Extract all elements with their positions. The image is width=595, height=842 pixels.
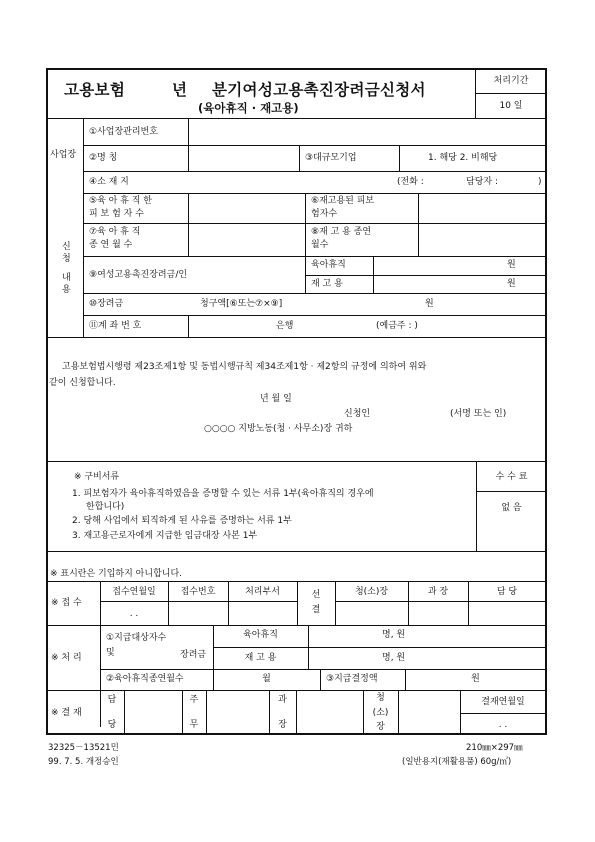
field6-label-1: ⑥재고용된 피보 [311,196,375,206]
processing-label: ※ 처 리 [51,653,82,663]
row-divider [47,551,546,552]
apply-section-label-1: 신 [62,242,71,252]
doc-item-1a: 1. 피보험자가 육아휴직하였음을 증명할 수 있는 서류 1부(육아휴직의 경우에 [72,489,374,499]
doc-item-1b: 한합니다) [86,502,125,512]
field9-rehire-won: 원 [507,279,516,289]
approval-date-dots: . . [498,720,508,730]
proc-rehire-values: 명, 원 [382,653,406,663]
field10-calc: 청구액[⑥또는⑦×⑨] [200,299,283,309]
col-divider [188,193,189,256]
row-divider [83,315,546,316]
large-enterprise-label: ③대규모기업 [305,153,357,163]
row-divider [83,256,546,257]
proc-parental-label: 육아휴직 [243,630,278,640]
col-divider [320,669,321,690]
declaration-line-1: 고용보험법시행령 제23조제1항 및 동법시행규칙 제34조제1항 · 제2항의 규정에 의하여 위와 [62,362,427,372]
months-unit: 월 [262,674,271,684]
col-divider [418,193,419,256]
row-divider [83,193,546,194]
docs-title: ※ 구비서류 [74,472,120,482]
dept-label: 처리부서 [245,587,280,597]
col-divider [305,193,306,293]
form-title-main: 분기여성고용촉진장려금신청서 [212,81,426,99]
months-field-label: ②육아휴직종연월수 [106,674,184,684]
proc-rehire-label: 재 고 용 [244,653,277,663]
approval-officer-1: 주 [189,695,199,705]
business-name-label: ②명 칭 [89,153,118,163]
route-label-1: 선 [311,590,321,600]
approval-section-2: 장 [278,720,287,730]
chief-label: 청(소)장 [354,587,389,597]
proc-divider [475,93,546,94]
row-divider [460,713,546,714]
form-title-insurance: 고용보험 [64,81,126,99]
large-enterprise-options[interactable]: 1. 해당 2. 비해당 [428,153,498,163]
apply-section-label-4: 용 [62,285,71,295]
col-divider [373,256,374,293]
col-divider [188,315,189,337]
field7-label-2: 종 연 월 수 [89,240,133,250]
row-divider [213,647,546,648]
approval-label: ※ 결 재 [51,708,82,718]
approval-revision: 99. 7. 5. 개정승인 [48,757,119,767]
staff-label: 담 당 [496,587,518,597]
form-title-year: 년 [172,81,188,99]
addressee: ○○○○ 지방노동(청 · 사무소)장 귀하 [204,424,353,434]
declaration-line-2: 같이 신청합니다. [49,378,116,388]
col-divider [297,581,298,625]
paper-size: 210㎜×297㎜ [466,743,523,753]
declaration-date: 년 월 일 [260,394,292,404]
label-col-divider [83,118,84,337]
business-mgmt-no-label: ①사업장관리번호 [89,127,158,137]
reception-date-dots: . . [129,609,139,619]
col-divider [399,145,400,171]
processing-period-value: 10 일 [499,101,523,111]
apply-section-label-3: 내 [62,273,71,283]
proc-parental-values: 명, 원 [382,630,406,640]
route-label-2: 결 [311,605,321,615]
business-manager-label: 담당자 : [466,177,498,187]
field10-won: 원 [425,299,434,309]
approval-staff-2: 당 [107,720,117,730]
field9-parental-label: 육아휴직 [311,260,346,270]
pay-count-label-2: 및 [106,648,115,658]
row-divider [47,118,546,119]
doc-item-2: 2. 당해 사업에서 퇴직하게 된 사유를 증명하는 서류 1부 [72,516,292,526]
col-divider [398,690,399,735]
field9-label: ⑨여성고용촉진장려금/인 [89,270,188,280]
fee-label: 수 수 료 [495,472,528,482]
approval-officer-2: 무 [189,720,199,730]
row-divider [83,293,546,294]
business-phone-label: (전화 : [397,177,424,187]
business-section-label: 사업장 [50,150,77,160]
reception-no-label: 접수번호 [180,587,216,597]
paper-type: (일반용지(재활용품) 60g/㎡) [402,757,512,767]
form-subtitle: (육아휴직 · 재고용) [198,101,299,115]
row-divider [100,601,297,602]
approval-date-label: 결재연월일 [481,697,525,707]
approval-staff-1: 담 [107,695,117,705]
processing-period-label: 처리기간 [493,76,529,86]
business-address-label: ④소 재 지 [89,177,129,187]
row-divider [83,145,546,146]
approval-chief-1: 청 [376,693,385,703]
row-divider [305,275,546,276]
approval-section-1: 과 [278,695,287,705]
signature-label: (서명 또는 인) [450,409,507,419]
row-divider [47,461,546,462]
close-paren: ) [538,177,542,187]
section-chief-label: 과 장 [427,587,449,597]
depositor-label: (예금주 : ) [376,321,418,331]
field9-parental-won: 원 [507,260,516,270]
field5-label-2: 피 보 험 자 수 [89,209,144,219]
field10-label: ⑩장려금 [89,299,124,309]
applicant-label: 신청인 [344,409,371,419]
col-divider [299,145,300,171]
row-divider [83,171,546,172]
pay-amount-won: 원 [471,674,480,684]
approval-chief-2: (소) [372,708,389,718]
col-divider [124,690,125,735]
field9-rehire-label: 재 고 용 [311,279,343,289]
office-note: ※ 표시란은 기입하지 아니합니다. [50,569,183,579]
row-divider [100,669,546,670]
pay-count-label-3: 장려금 [180,650,207,660]
field6-label-2: 험자수 [311,209,338,219]
col-divider [206,690,207,735]
field8-label-1: ⑧재 고 용 종연 [311,227,372,237]
pay-amount-label: ③지급결정액 [326,674,378,684]
field8-label-2: 월수 [311,240,329,250]
field7-label-1: ⑦육 아 휴 직 [89,227,141,237]
row-divider [47,625,546,626]
bank-label: 은행 [276,321,294,331]
col-divider [296,690,297,735]
reception-label: ※ 접 수 [51,598,82,608]
row-divider [83,223,546,224]
field5-label-1: ⑤육 아 휴 직 한 [89,196,152,206]
approval-chief-3: 장 [376,722,385,732]
doc-item-3: 3. 재고용근로자에게 지급한 임금대장 사본 1부 [72,531,258,541]
field11-label: ⑪계 좌 번 호 [89,321,142,331]
form-number: 32325－13521민 [48,743,119,753]
fee-divider [476,491,546,492]
fee-value: 없 음 [501,503,522,513]
row-divider [335,601,546,602]
pay-count-label-1: ①지급대상자수 [106,633,167,643]
row-divider [47,337,546,338]
apply-section-label-2: 청 [62,254,71,264]
reception-date-label: 접수연월일 [112,587,156,597]
